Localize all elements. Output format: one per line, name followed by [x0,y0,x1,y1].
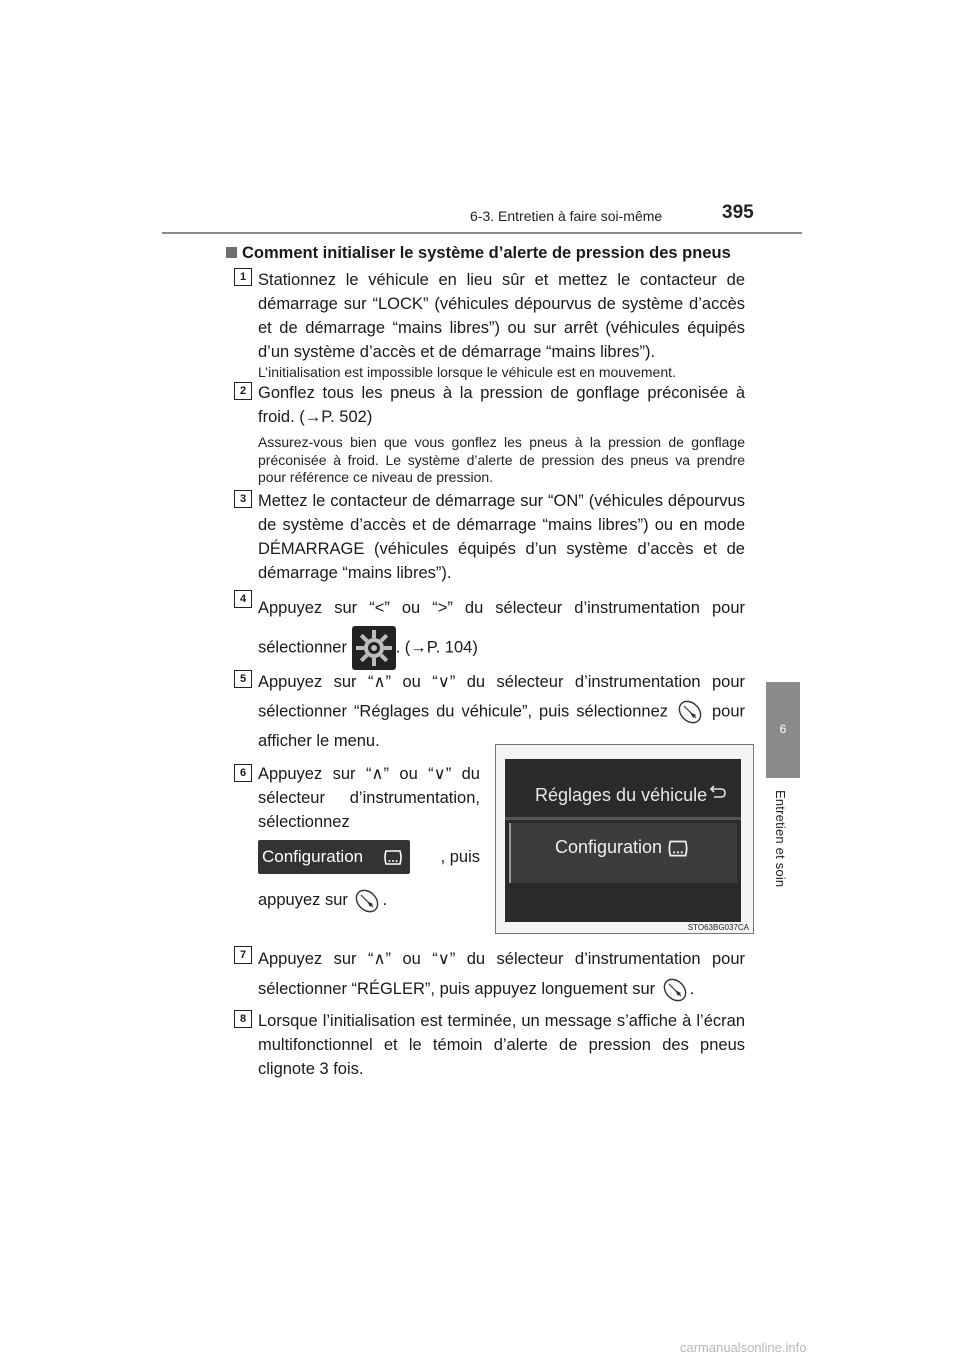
bullet-square-icon [226,247,237,258]
step-number-1: 1 [234,268,252,286]
step-number-3: 3 [234,490,252,508]
tpms-icon [381,845,405,869]
step-6-text [258,762,480,916]
meter-control-enter-icon [675,697,705,727]
step-1-text: Stationnez le véhicule en lieu sûr et mettez le contacteur de démarrage sur “LOCK” (véhicules dépourvus de système d’accès et de démarrage “mains libres”) ou sur arrêt (véhicules équipés d’un système d’accès et de démarrage “mains libres”). [258,271,745,361]
step-number-5: 5 [234,670,252,688]
figure-code: STO63BG037CA [687,923,749,932]
step-6-text-b: , puis [440,848,480,866]
step-number-4: 4 [234,590,252,608]
settings-gear-icon [352,626,396,670]
chapter-tab-number: 6 [779,722,787,736]
multi-information-display-image [495,744,754,934]
display-panel [505,759,741,922]
meter-control-enter-icon [660,975,690,1005]
configuration-menu-item-image [258,840,410,874]
step-4-text [258,590,745,670]
back-arrow-icon [707,784,727,802]
header-section-title: 6-3. Entretien à faire soi-même [470,208,663,224]
step-6-text-a: Appuyez sur “∧” ou “∨” du sélecteur d’instrumentation, sélectionnez [258,765,480,831]
chapter-tab [766,682,800,778]
step-6-text-c: appuyez sur [258,891,348,909]
step-5-text-a: Appuyez sur “∧” ou “∨” du sélecteur d’instrumentation pour sélectionner “Réglages du véhicule”, puis sélectionnez [258,673,745,721]
step-number-2: 2 [234,382,252,400]
step-1-note: L’initialisation est impossible lorsque le véhicule est en mouvement. [258,364,676,380]
step-6-text-d: . [382,891,388,909]
step-2-text: Gonflez tous les pneus à la pression de gonflage préconisée à froid. (→P. 502) [258,384,745,426]
step-8-text: Lorsque l’initialisation est terminée, un message s’affiche à l’écran multifonctionnel et le témoin d’alerte de pression des pneus clignote 3 fois. [258,1012,745,1078]
header-rule [162,232,802,234]
step-7-text-a: Appuyez sur “∧” ou “∨” du sélecteur d’instrumentation pour sélectionner “RÉGLER”, puis appuyez longuement sur [258,950,745,998]
step-2-note: Assurez-vous bien que vous gonflez les pneus à la pression de gonflage préconisée à froid. Le système d’alerte de pression des pneus va prendre pour référence ce niveau de pression. [258,434,745,485]
watermark: carmanualsonline.info [680,1340,807,1355]
tpms-icon [665,835,691,861]
configuration-inline-label: Configuration [262,847,364,866]
step-3-text: Mettez le contacteur de démarrage sur “ON” (véhicules dépourvus de système d’accès et de démarrage “mains libres”) ou en mode DÉMARRAGE (véhicules équipés d’un système d’accès et de démarrage “mains libres”). [258,492,745,582]
step-number-8: 8 [234,1010,252,1028]
section-title [226,244,731,263]
step-7-text [258,944,745,1005]
step-number-6: 6 [234,764,252,782]
page-number: 395 [722,202,754,223]
step-number-7: 7 [234,946,252,964]
meter-control-enter-icon [352,886,382,916]
chapter-label: Entretien et soin [773,790,788,888]
step-4-text-b: . (→P. 104) [395,638,478,657]
step-7-text-b: . [689,980,695,998]
display-selected-item: Configuration [555,837,663,857]
step-5-text [258,668,745,756]
section-title-text: Comment initialiser le système d’alerte de pression des pneus [242,244,731,262]
step-5-text-b: pour afficher le menu. [258,702,746,750]
display-menu-title: Réglages du véhicule [535,785,708,805]
step-4-text-a: Appuyez sur “<” ou “>” du sélecteur d’instrumentation pour sélectionner [258,599,745,657]
display-separator [505,817,741,820]
